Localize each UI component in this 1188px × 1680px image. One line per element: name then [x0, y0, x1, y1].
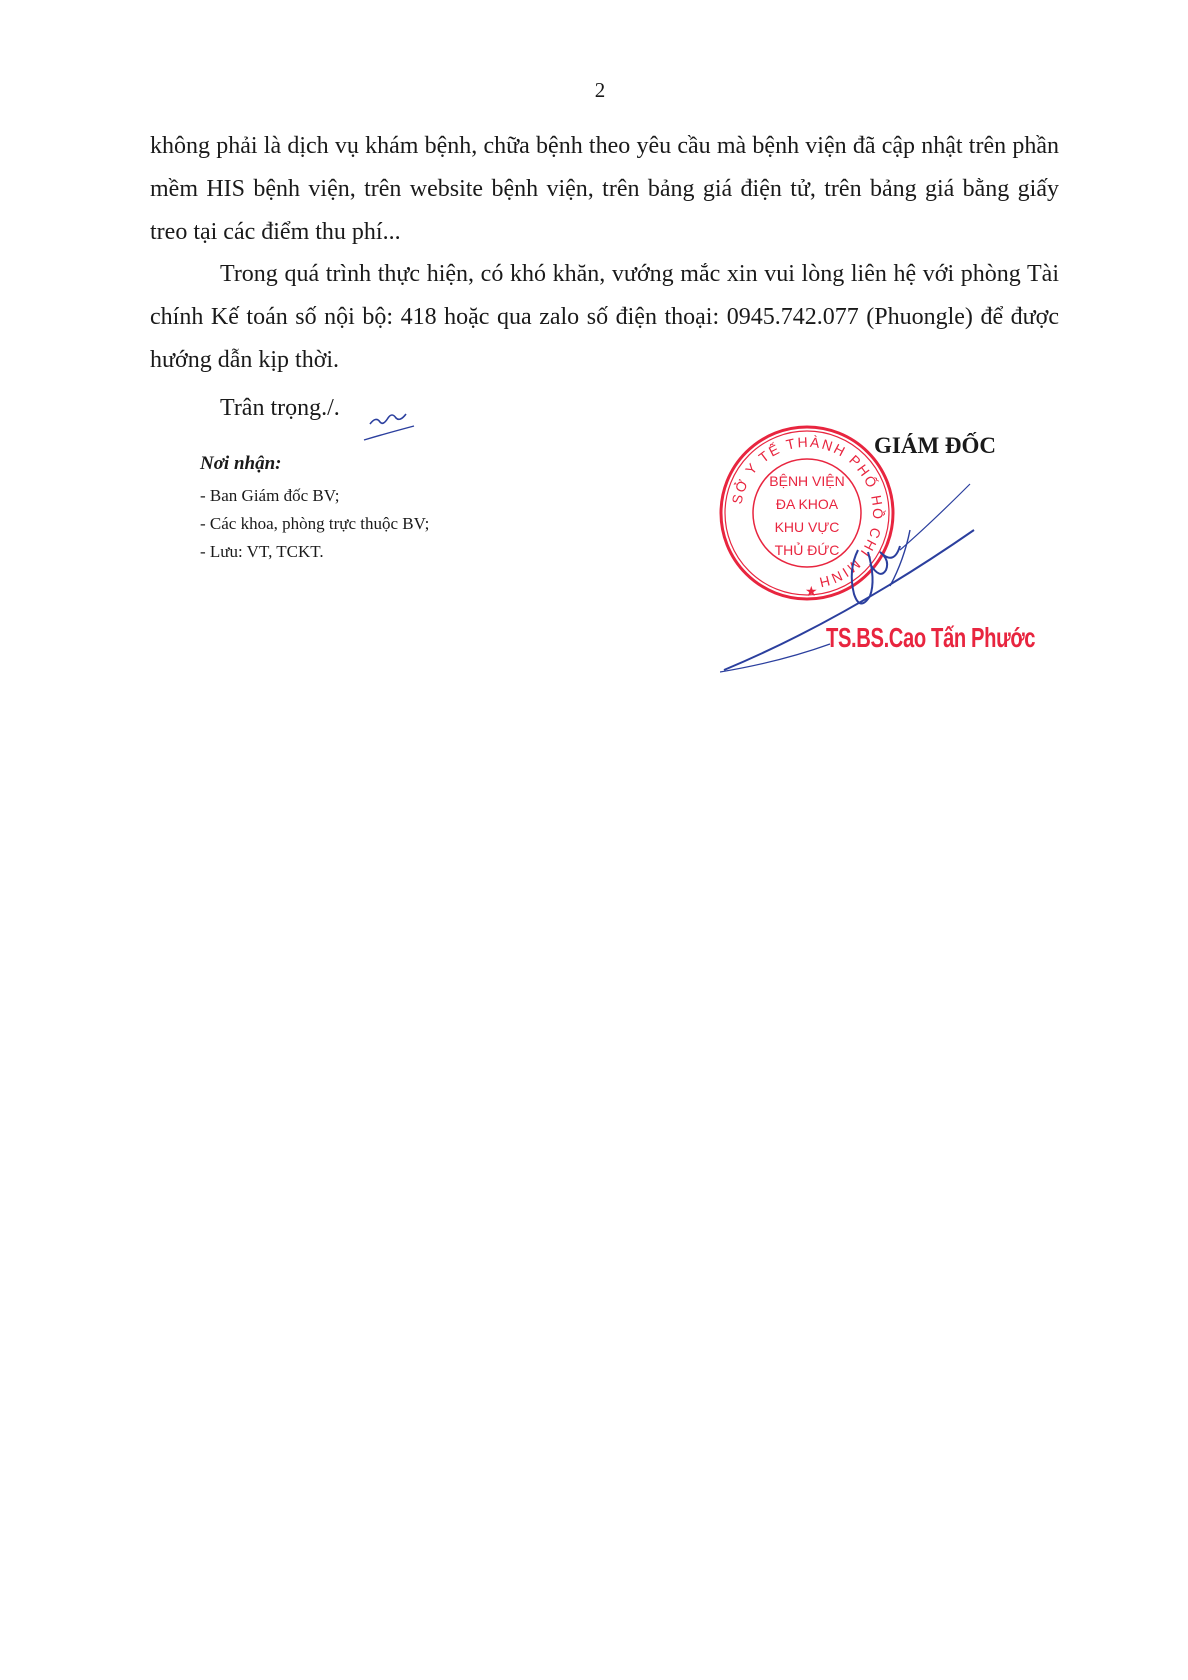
svg-text:★: ★: [805, 583, 818, 599]
svg-text:THỦ ĐỨC: THỦ ĐỨC: [774, 542, 840, 558]
signer-name: TS.BS.Cao Tấn Phước: [826, 622, 1036, 653]
recipient-item: - Các khoa, phòng trực thuộc BV;: [200, 514, 430, 533]
svg-text:KHU VỰC: KHU VỰC: [774, 519, 840, 535]
initial-paraph-icon: [362, 404, 422, 444]
page-number: 2: [594, 78, 606, 102]
svg-text:ĐA KHOA: ĐA KHOA: [775, 496, 839, 512]
svg-text:BỆNH VIỆN: BỆNH VIỆN: [769, 473, 845, 489]
recipient-item: - Lưu: VT, TCKT.: [200, 542, 324, 561]
closing-phrase: Trân trọng./.: [220, 395, 340, 421]
recipient-item: - Ban Giám đốc BV;: [200, 486, 340, 505]
svg-text:SỞ Y TẾ THÀNH PHỐ HỒ CHÍ MINH: SỞ Y TẾ THÀNH PHỐ HỒ CHÍ MINH: [728, 433, 887, 592]
recipients-block: [200, 450, 429, 566]
recipients-title: Nơi nhận:: [200, 453, 282, 474]
body-paragraph-contact: Trong quá trình thực hiện, có khó khăn, vướng mắc xin vui lòng liên hệ với phòng Tài chính Kế toán số nội bộ: 418 hoặc qua zalo số điện thoại: 0945.742.077 (Phuongle) để được hướng dẫn kịp thời.: [150, 261, 1059, 373]
signer-title: GIÁM ĐỐC: [874, 433, 997, 458]
body-paragraph-continued: không phải là dịch vụ khám bệnh, chữa bệnh theo yêu cầu mà bệnh viện đã cập nhật trên phần mềm HIS bệnh viện, trên website bệnh viện, trên bảng giá điện tử, trên bảng giá bằng giấy treo tại các điểm thu phí...: [150, 133, 1059, 245]
